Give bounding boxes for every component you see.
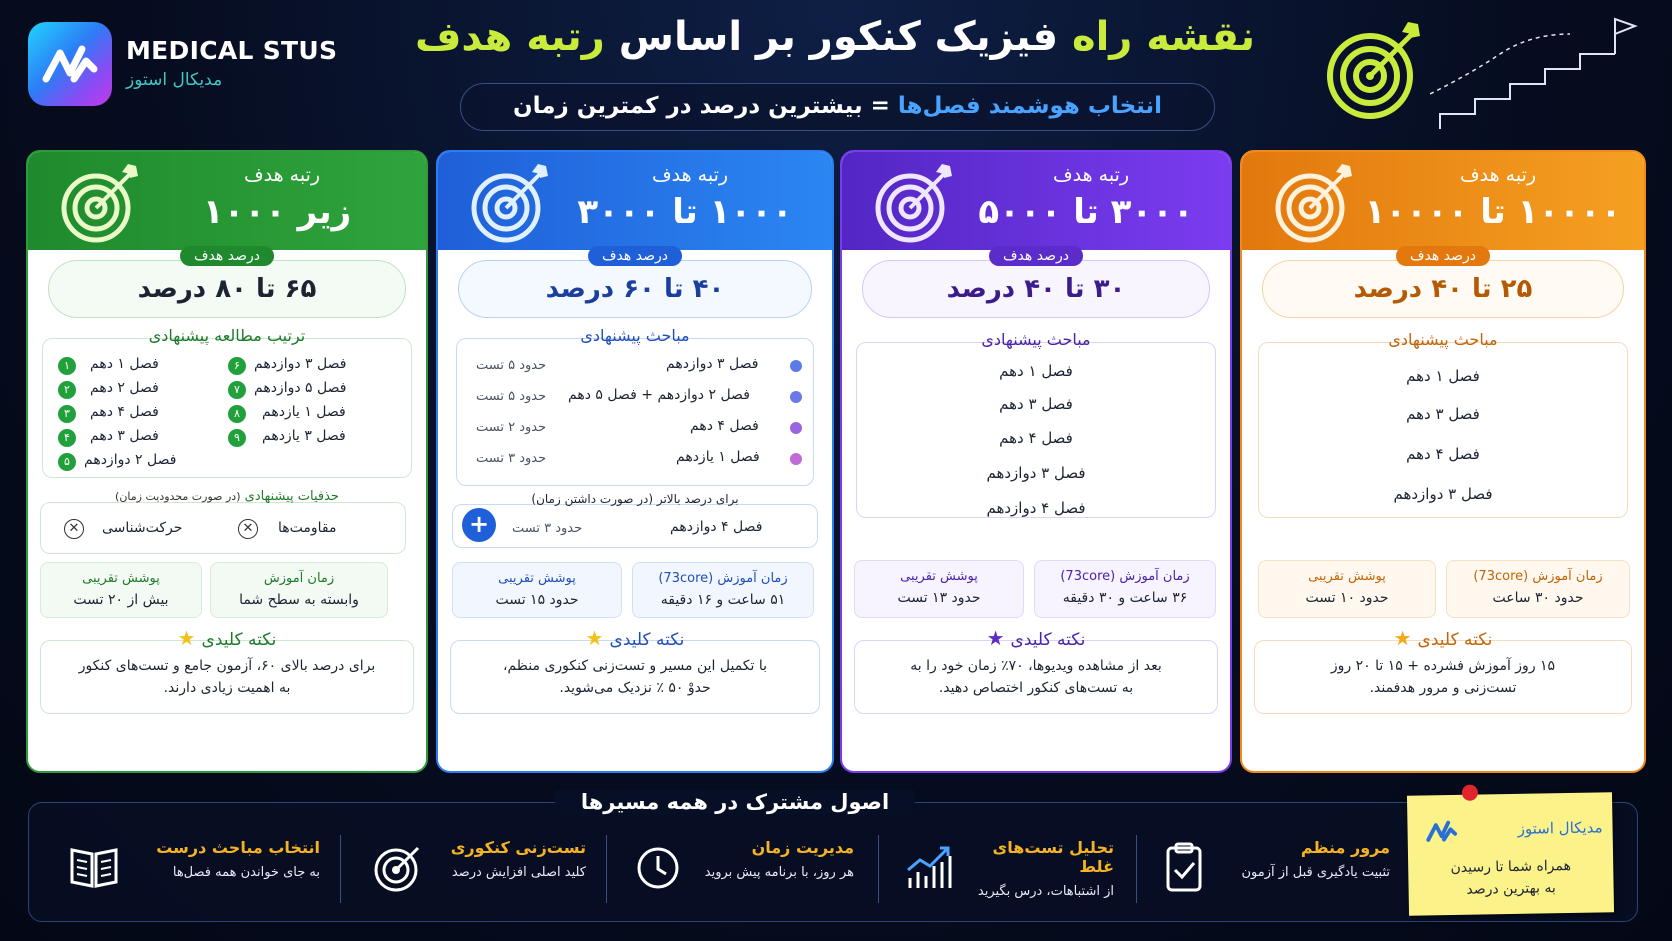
feature-right-topics: [140, 838, 320, 880]
topic-amount: حدود ۳ تست: [476, 451, 547, 466]
coverage-box: [854, 560, 1024, 618]
topic-item: فصل ۳ دهم: [1406, 405, 1480, 423]
brand-logo: [28, 22, 338, 110]
feature-regular-review: [1212, 838, 1390, 880]
card-rank-1000-3000: [436, 150, 834, 773]
order-number: ۲: [58, 381, 76, 399]
topic-item: فصل ۳ دوازدهم: [1393, 485, 1493, 503]
extra-title: برای درصد بالاتر (در صورت داشتن زمان): [531, 492, 739, 506]
order-item: فصل ۳ دهم: [90, 428, 159, 444]
key-title-text: نکته کلیدی: [1010, 630, 1086, 650]
card-header: [842, 152, 1230, 250]
topic-item: فصل ۴ دهم: [690, 418, 759, 434]
order-item: فصل ۳ دوازدهم: [254, 356, 347, 372]
topic-item: فصل ۴ دوازدهم: [986, 499, 1086, 517]
pct-label-badge: درصد هدف: [588, 246, 682, 266]
target-icon: [58, 162, 142, 246]
card-header: [438, 152, 832, 250]
bullet-dot: [790, 453, 802, 465]
key-title-text: نکته کلیدی: [201, 630, 277, 650]
brand-name-en: MEDICAL STUS: [126, 36, 338, 65]
key-title: [438, 626, 832, 650]
pct-label-badge: درصد هدف: [989, 246, 1083, 266]
card-range: ۳۰۰۰ تا ۵۰۰۰: [978, 192, 1194, 232]
feature-title: تحلیل تست‌های غلط: [992, 838, 1114, 876]
divider: [606, 835, 607, 903]
order-item: فصل ۵ دوازدهم: [254, 380, 347, 396]
target-icon: [372, 842, 424, 892]
topic-amount: حدود ۵ تست: [476, 358, 547, 373]
star-icon: ★: [986, 626, 1005, 650]
close-icon: ✕: [238, 519, 258, 539]
extra-amount: حدود ۳ تست: [512, 521, 583, 536]
time-value: وابسته به سطح شما: [239, 592, 359, 608]
key-line: تست‌زنی و مرور هدفمند.: [1369, 680, 1517, 696]
pin-icon: [1462, 785, 1478, 801]
target-icon: [872, 162, 956, 246]
topic-item: فصل ۴ دهم: [999, 429, 1073, 447]
card-rank-under-1000: [26, 150, 428, 773]
card-range: ۱۰۰۰ تا ۳۰۰۰: [577, 192, 793, 232]
feature-wrong-analysis: [970, 838, 1114, 899]
page-subtitle: [460, 83, 1215, 131]
time-box: [632, 562, 814, 618]
plus-icon: +: [462, 508, 496, 542]
time-value: ۳۶ ساعت و ۳۰ دقیقه: [1062, 590, 1188, 606]
feature-subtitle: به جای خواندن همه فصل‌ها: [172, 865, 320, 880]
feature-test-practice: [436, 838, 586, 880]
sticky-note: [1407, 792, 1614, 916]
target-percent: ۲۵ تا ۴۰ درصد: [1262, 260, 1624, 318]
order-item: فصل ۲ دوازدهم: [84, 452, 177, 468]
coverage-label: پوشش تقریبی: [1308, 569, 1386, 584]
coverage-box: [452, 562, 622, 618]
logo-mark-icon: [28, 22, 112, 106]
stairs-flag-icon: [1430, 14, 1660, 139]
coverage-label: پوشش تقریبی: [498, 571, 576, 586]
coverage-value: حدود ۱۳ تست: [897, 590, 981, 606]
key-note: [40, 640, 414, 714]
key-line: بعد از مشاهده ویدیوها، ۷۰٪ زمان خود را به: [910, 658, 1162, 674]
order-number: ۸: [228, 405, 246, 423]
section-title: ترتیب مطالعه پیشنهادی: [148, 326, 306, 345]
omit-note: (در صورت محدودیت زمان): [115, 490, 241, 503]
target-percent: ۶۵ تا ۸۰ درصد: [48, 260, 406, 318]
topic-amount: حدود ۲ تست: [476, 420, 547, 435]
card-label: رتبه هدف: [1459, 164, 1537, 186]
omit-item: حرکت‌شناسی: [102, 520, 183, 536]
bullet-dot: [790, 360, 802, 372]
feature-subtitle: هر روز، با برنامه پیش بروید: [704, 865, 854, 880]
feature-subtitle: تثبیت یادگیری قبل از آزمون: [1241, 865, 1390, 880]
chart-icon: [904, 842, 956, 892]
section-title: مباحث پیشنهادی: [981, 330, 1091, 349]
target-percent: ۳۰ تا ۴۰ درصد: [862, 260, 1210, 318]
order-number: ۱: [58, 357, 76, 375]
time-box: [1446, 560, 1630, 618]
section-title: مباحث پیشنهادی: [580, 326, 690, 345]
target-icon: [1272, 162, 1356, 246]
order-number: ۳: [58, 405, 76, 423]
pct-label-badge: درصد هدف: [180, 246, 274, 266]
feature-title: انتخاب مباحث درست: [156, 838, 320, 857]
star-icon: ★: [177, 626, 196, 650]
card-header: [28, 152, 426, 250]
topic-amount: حدود ۵ تست: [476, 389, 547, 404]
key-note: [854, 640, 1218, 714]
key-title: [28, 626, 426, 650]
topic-item: فصل ۴ دهم: [1406, 445, 1480, 463]
star-icon: ★: [1393, 626, 1412, 650]
key-line: به تست‌های کنکور اختصاص دهید.: [938, 680, 1134, 696]
book-icon: [68, 842, 120, 892]
order-item: فصل ۴ دهم: [90, 404, 159, 420]
card-label: رتبه هدف: [1052, 164, 1130, 186]
topic-item: فصل ۱ دهم: [999, 362, 1073, 380]
note-text: [1418, 854, 1604, 901]
omit-item: مقاومت‌ها: [278, 520, 337, 536]
clock-icon: [632, 842, 684, 892]
divider: [1136, 835, 1137, 903]
order-item: فصل ۲ دهم: [90, 380, 159, 396]
topic-item: فصل ۲ دوازدهم + فصل ۵ دهم: [568, 387, 750, 403]
omit-box: [40, 502, 406, 554]
omit-title-text: حذفیات پیشنهادی: [244, 489, 339, 504]
divider: [340, 835, 341, 903]
title-highlight-1: نقشه راه: [1058, 14, 1256, 60]
bullet-dot: [790, 422, 802, 434]
coverage-box: [40, 562, 202, 618]
order-number: ۹: [228, 429, 246, 447]
key-title-text: نکته کلیدی: [1417, 630, 1493, 650]
time-label: زمان آموزش (73core): [1473, 569, 1603, 584]
feature-subtitle: کلید اصلی افزایش درصد: [451, 865, 586, 880]
bullet-dot: [790, 391, 802, 403]
card-range: زیر ۱۰۰۰: [202, 192, 352, 232]
card-label: رتبه هدف: [651, 164, 729, 186]
key-line: برای درصد بالای ۶۰، آزمون جامع و تست‌های کنکور: [78, 658, 376, 674]
clipboard-icon: [1158, 842, 1210, 892]
title-main: فیزیک کنکور بر اساس: [604, 14, 1059, 60]
feature-subtitle: از اشتباهات، درس بگیرید: [977, 884, 1114, 899]
topic-item: فصل ۳ دوازدهم: [666, 356, 759, 372]
key-title-text: نکته کلیدی: [609, 630, 685, 650]
order-number: ۴: [58, 429, 76, 447]
header-target-icon: [1320, 14, 1430, 124]
section-title: مباحث پیشنهادی: [1388, 330, 1498, 349]
time-box: [1034, 560, 1216, 618]
time-label: زمان آموزش: [263, 571, 335, 586]
target-percent: ۴۰ تا ۶۰ درصد: [458, 260, 812, 318]
brand-name-fa: مدیکال استوز: [126, 70, 223, 90]
card-header: [1242, 152, 1644, 250]
note-line: همراه شما تا رسیدن: [1450, 857, 1572, 877]
topic-item: فصل ۳ دهم: [999, 395, 1073, 413]
order-item: فصل ۳ یازدهم: [262, 428, 346, 444]
card-rank-10000: [1240, 150, 1646, 773]
coverage-value: حدود ۱۰ تست: [1305, 590, 1389, 606]
note-brand: مدیکال استوز: [1517, 818, 1603, 838]
target-icon: [468, 162, 552, 246]
order-number: ۶: [228, 357, 246, 375]
feature-title: مدیریت زمان: [751, 838, 854, 857]
coverage-label: پوشش تقریبی: [900, 569, 978, 584]
subtitle-text: = بیشترین درصد در کمترین زمان: [512, 93, 898, 119]
omit-title: [28, 489, 426, 504]
coverage-label: پوشش تقریبی: [82, 571, 160, 586]
close-icon: ✕: [64, 519, 84, 539]
page-title: [390, 14, 1280, 60]
order-item: فصل ۱ دهم: [90, 356, 159, 372]
card-range: ۱۰۰۰۰ تا ۱۰۰۰۰: [1364, 192, 1622, 232]
time-value: ۵۱ ساعت و ۱۶ دقیقه: [660, 592, 786, 608]
card-label: رتبه هدف: [243, 164, 321, 186]
coverage-box: [1258, 560, 1436, 618]
subtitle-highlight: انتخاب هوشمند فصل‌ها: [897, 93, 1163, 119]
feature-time-management: [690, 838, 854, 880]
divider: [878, 835, 879, 903]
topic-item: فصل ۱ دهم: [1406, 367, 1480, 385]
order-number: ۵: [58, 453, 76, 471]
card-rank-3000-5000: [840, 150, 1232, 773]
title-highlight-2: رتبه هدف: [414, 14, 605, 60]
coverage-value: حدود ۱۵ تست: [495, 592, 579, 608]
key-line: ۱۵ روز آموزش فشرده + ۱۵ تا ۲۰ روز: [1330, 658, 1556, 674]
coverage-value: بیش از ۲۰ تست: [73, 592, 169, 608]
topic-item: فصل ۳ دوازدهم: [986, 464, 1086, 482]
order-number: ۷: [228, 381, 246, 399]
principles-title: اصول مشترک در همه مسیرها: [555, 790, 915, 814]
time-label: زمان آموزش (73core): [658, 571, 788, 586]
key-line: به اهمیت زیادی دارند.: [163, 680, 291, 696]
time-box: [210, 562, 388, 618]
key-line: با تکمیل این مسیر و تست‌زنی کنکوری منظم،: [502, 658, 768, 674]
pct-label-badge: درصد هدف: [1396, 246, 1490, 266]
extra-topic: فصل ۴ دوازدهم: [670, 519, 763, 535]
star-icon: ★: [585, 626, 604, 650]
key-note: [450, 640, 820, 714]
key-title: [1242, 626, 1644, 650]
key-line: حدوْ ۵۰ ٪ نزدیک می‌شوید.: [559, 680, 711, 696]
time-value: حدود ۳۰ ساعت: [1492, 590, 1584, 606]
feature-title: تست‌زنی کنکوری: [450, 838, 586, 857]
time-label: زمان آموزش (73core): [1060, 569, 1190, 584]
key-title: [842, 626, 1230, 650]
order-item: فصل ۱ یازدهم: [262, 404, 346, 420]
extra-box: [452, 504, 818, 548]
topic-item: فصل ۱ یازدهم: [676, 449, 760, 465]
key-note: [1254, 640, 1632, 714]
feature-title: مرور منظم: [1300, 838, 1390, 857]
note-line: به بهترین درصد: [1466, 880, 1556, 898]
